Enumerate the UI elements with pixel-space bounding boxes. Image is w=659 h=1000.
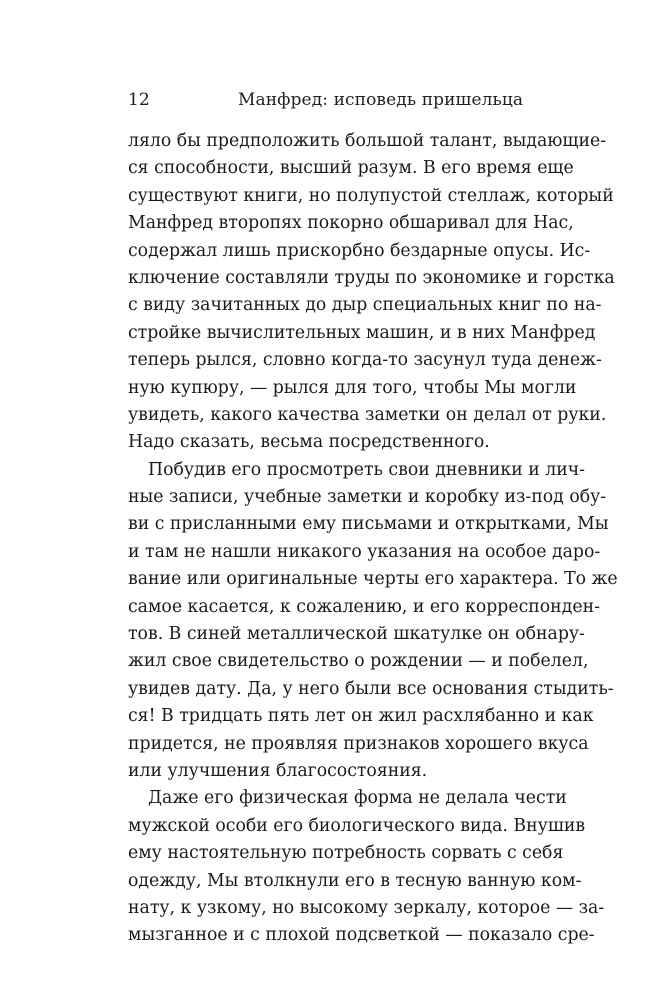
text-line: Надо сказать, весьма посредственного. (128, 432, 490, 453)
text-line: самое касается, к сожалению, и его корреспонден- (128, 596, 600, 617)
running-title: Манфред: исповедь пришельца (238, 90, 524, 110)
text-line: или улучшения благосостояния. (128, 760, 428, 781)
text-line: Даже его физическая форма не делала чести (148, 788, 567, 809)
text-line: теперь рылся, словно когда-то засунул туда денеж- (128, 350, 602, 371)
text-line: ему настоятельную потребность сорвать с себя (128, 843, 564, 864)
text-line: жил свое свидетельство о рождении — и побелел, (128, 651, 589, 672)
text-line: мызганное и с плохой подсветкой — показало сре- (128, 925, 595, 946)
page-number: 12 (128, 90, 150, 110)
text-line: ные записи, учебные заметки и коробку из-под обу- (128, 487, 607, 508)
paragraph (128, 128, 615, 457)
text-line: ся способности, высший разум. В его время еще (128, 158, 574, 179)
text-line: ключение составляли труды по экономике и горстка (128, 267, 615, 288)
text-line: ся! В тридцать пять лет он жил расхлябанно и как (128, 706, 594, 727)
text-line: увидеть, какого качества заметки он делал от руки. (128, 404, 607, 425)
text-line: тов. В синей металлической шкатулке он обнару- (128, 624, 585, 645)
text-line: с виду зачитанных до дыр специальных книг по на- (128, 295, 602, 316)
text-line: увидев дату. Да, у него были все основания стыдить- (128, 678, 614, 699)
text-line: стройке вычислительных машин, и в них Манфред (128, 322, 596, 343)
text-line: ную купюру, — рылся для того, чтобы Мы могли (128, 377, 577, 398)
text-line: ви с присланными ему письмами и открытками, Мы (128, 514, 609, 535)
page-header (128, 90, 536, 114)
text-line: нату, к узкому, но высокому зеркалу, которое — за- (128, 897, 605, 918)
text-line: содержал лишь прискорбно бездарные опусы. Ис- (128, 240, 591, 261)
text-line: существуют книги, но полупустой стеллаж, который (128, 185, 614, 206)
body-text (128, 128, 618, 950)
text-line: Манфред второпях покорно обшаривал для Нас, (128, 213, 574, 234)
text-line: ляло бы предположить большой талант, выдающие- (128, 131, 607, 151)
text-line: вание или оригинальные черты его характера. То же (128, 569, 618, 590)
text-line: Побудив его просмотреть свои дневники и лич- (148, 459, 585, 480)
text-line: и там не нашли никакого указания на особое даро- (128, 541, 601, 562)
text-line: мужской особи его биологического вида. Внушив (128, 815, 586, 836)
paragraph (128, 457, 618, 786)
text-line: придется, не проявляя признаков хорошего вкуса (128, 733, 589, 754)
paragraph (128, 785, 605, 949)
text-line: одежду, Мы втолкнули его в тесную ванную ком- (128, 870, 582, 891)
